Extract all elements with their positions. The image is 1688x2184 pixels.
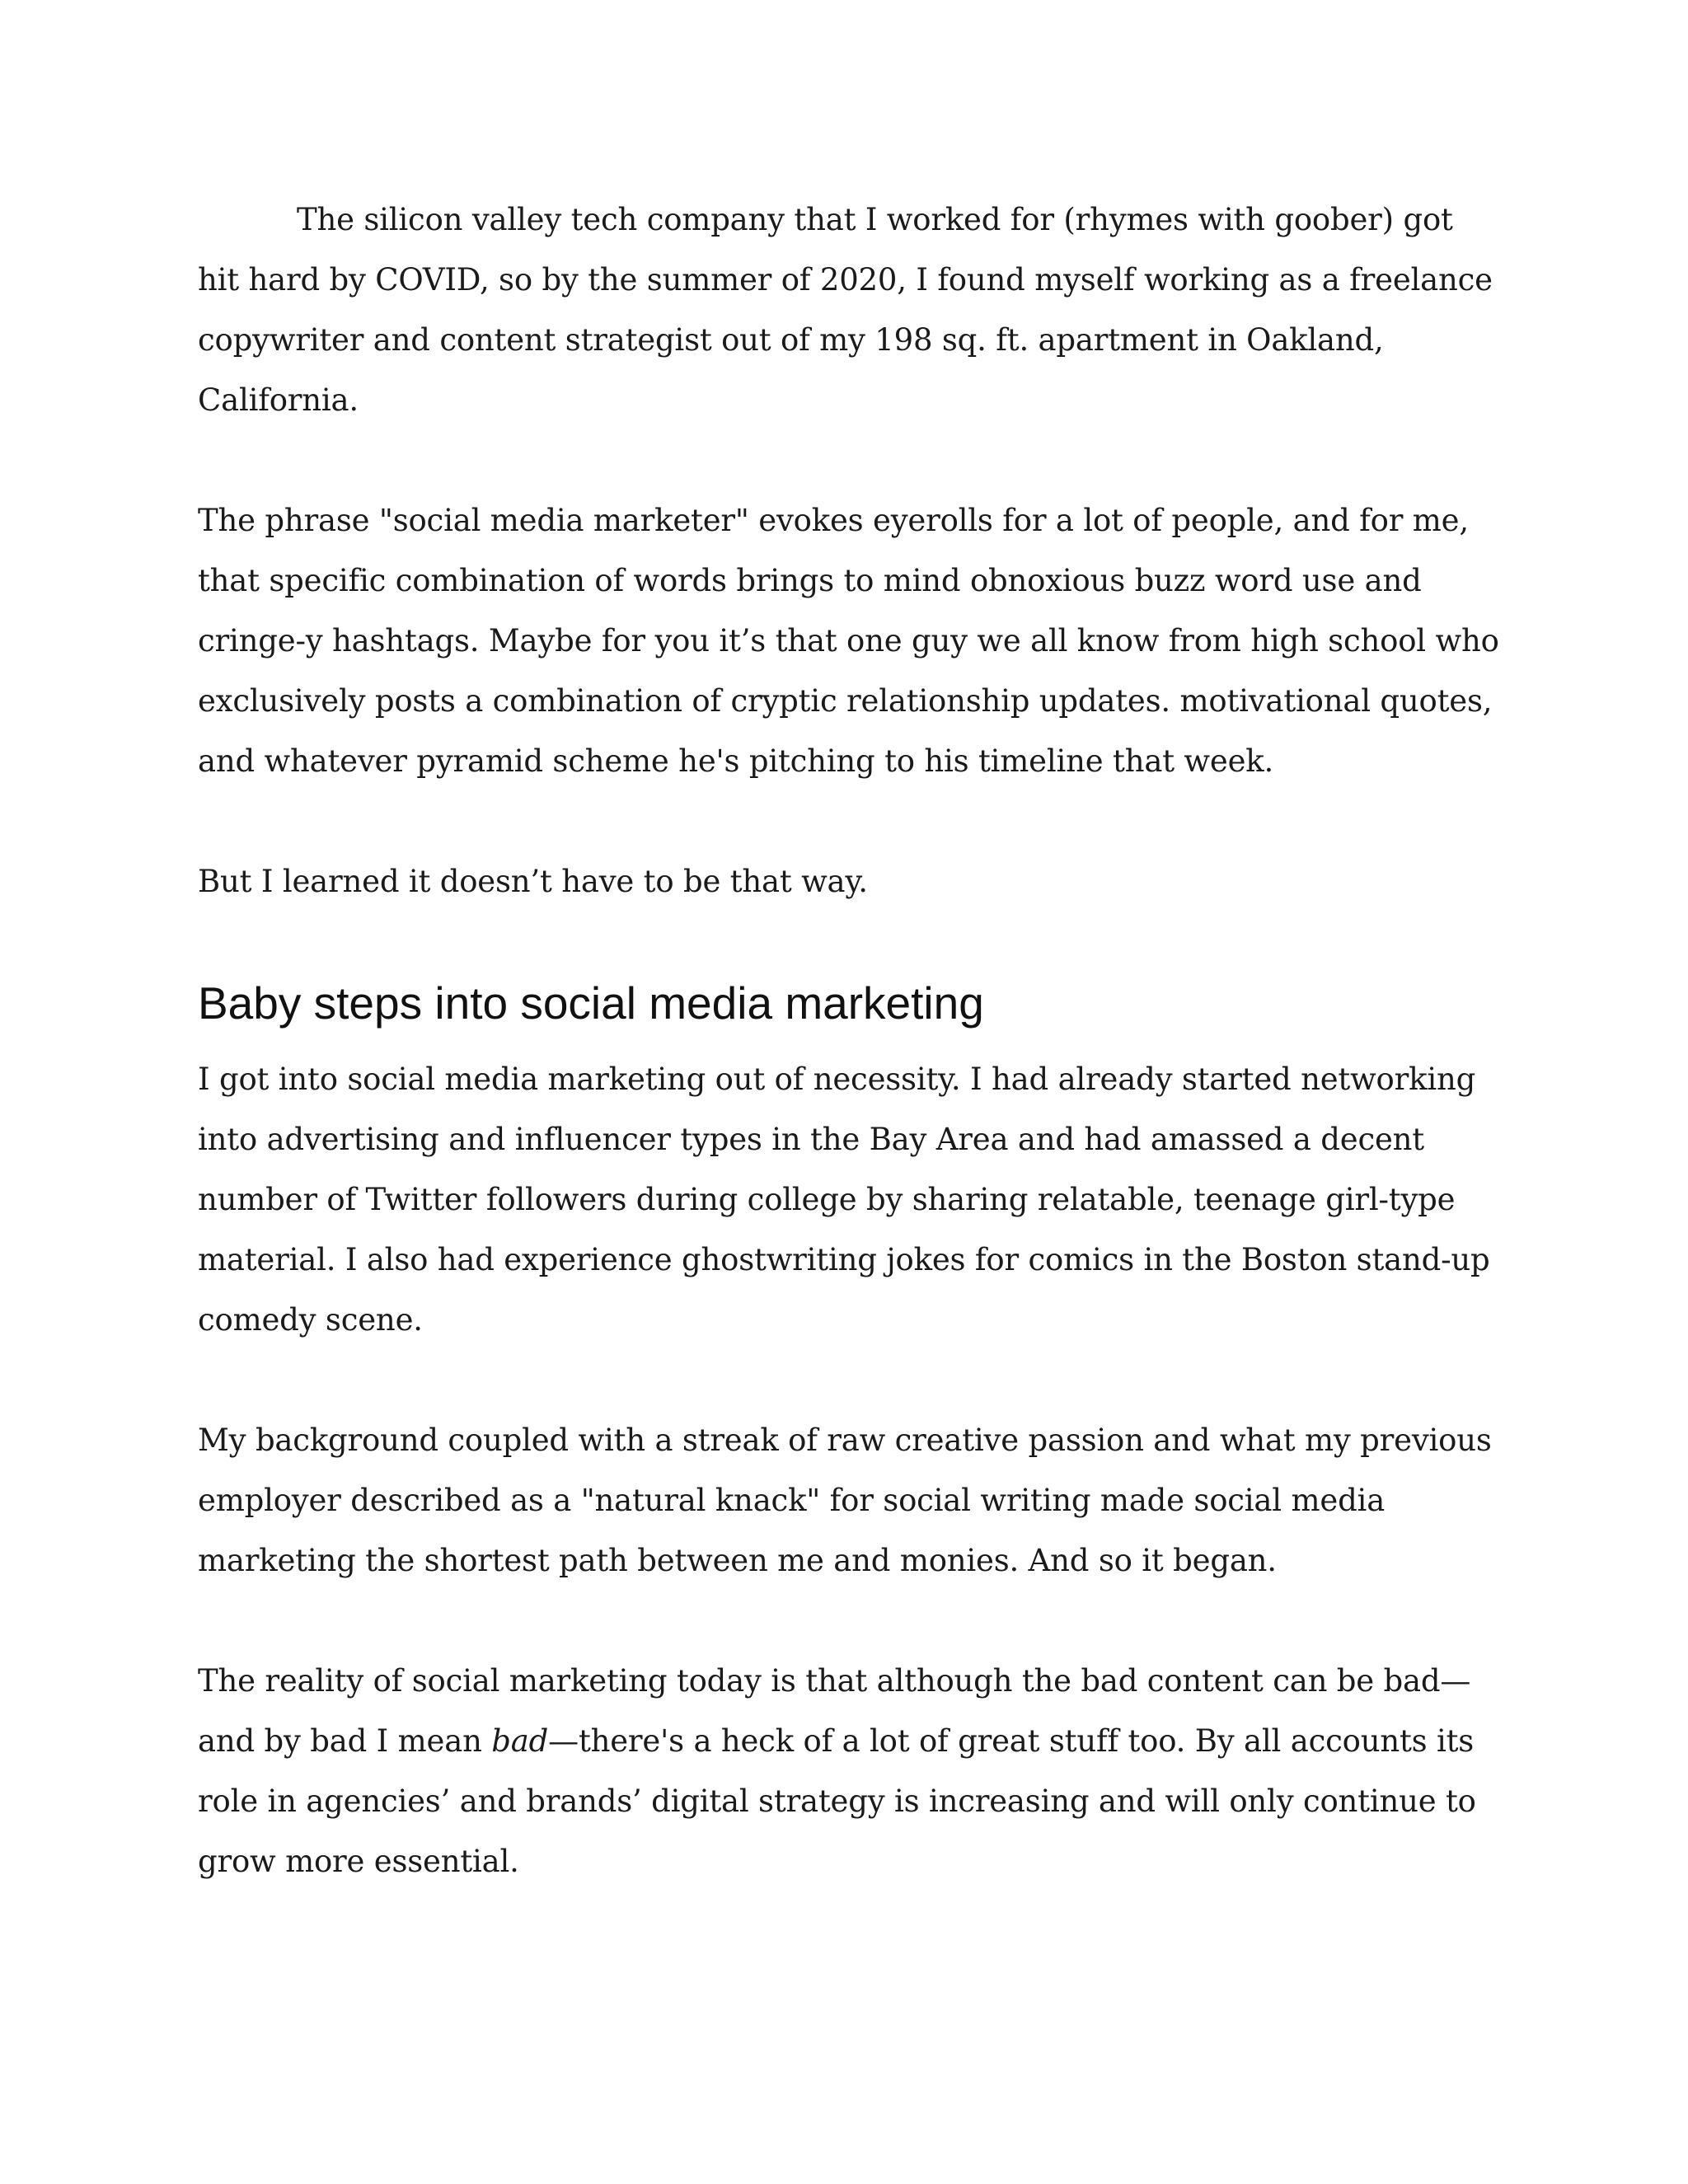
reality-text-before: The reality of social marketing today is that although the bad content can be bad—and by bad I mean: [198, 1663, 1471, 1759]
paragraph-necessity: I got into social media marketing out of necessity. I had already started networking into advertising and influencer types in the Bay Area and had amassed a decent number of Twitter followers during college by sharing relatable, teenage girl-type material. I also had experience ghostwriting jokes for comics in the Boston stand-up comedy scene.: [198, 1062, 1490, 1338]
document-body: [198, 190, 1500, 1952]
paragraph-not-that-way: But I learned it doesn’t have to be that way.: [198, 864, 868, 899]
paragraph-intro: The silicon valley tech company that I worked for (rhymes with goober) got hit hard by COVID, so by the summer of 2020, I found myself working as a freelance copywriter and content strategist out of my 198 sq. ft. apartment in Oakland, California.: [198, 202, 1493, 418]
paragraph-social-media-marketer: The phrase "social media marketer" evokes eyerolls for a lot of people, and for me, that specific combination of words brings to mind obnoxious buzz word use and cringe-y hashtags. Maybe for you it’s that one guy we all know from high school who exclusively posts a combination of cryptic relationship updates. motivational quotes, and whatever pyramid scheme he's pitching to his timeline that week.: [198, 503, 1499, 779]
paragraph-reality: [198, 1651, 1500, 1891]
reality-emphasis: bad: [491, 1723, 549, 1759]
paragraph-background: My background coupled with a streak of raw creative passion and what my previous employer described as a "natural knack" for social writing made social media marketing the shortest path between me and monies. And so it began.: [198, 1422, 1492, 1578]
section-heading: Baby steps into social media marketing: [198, 977, 984, 1029]
reality-text-after: —there's a heck of a lot of great stuff too. By all accounts its role in agencies’ and brands’ digital strategy is increasing and will only continue to grow more essential.: [198, 1723, 1476, 1879]
